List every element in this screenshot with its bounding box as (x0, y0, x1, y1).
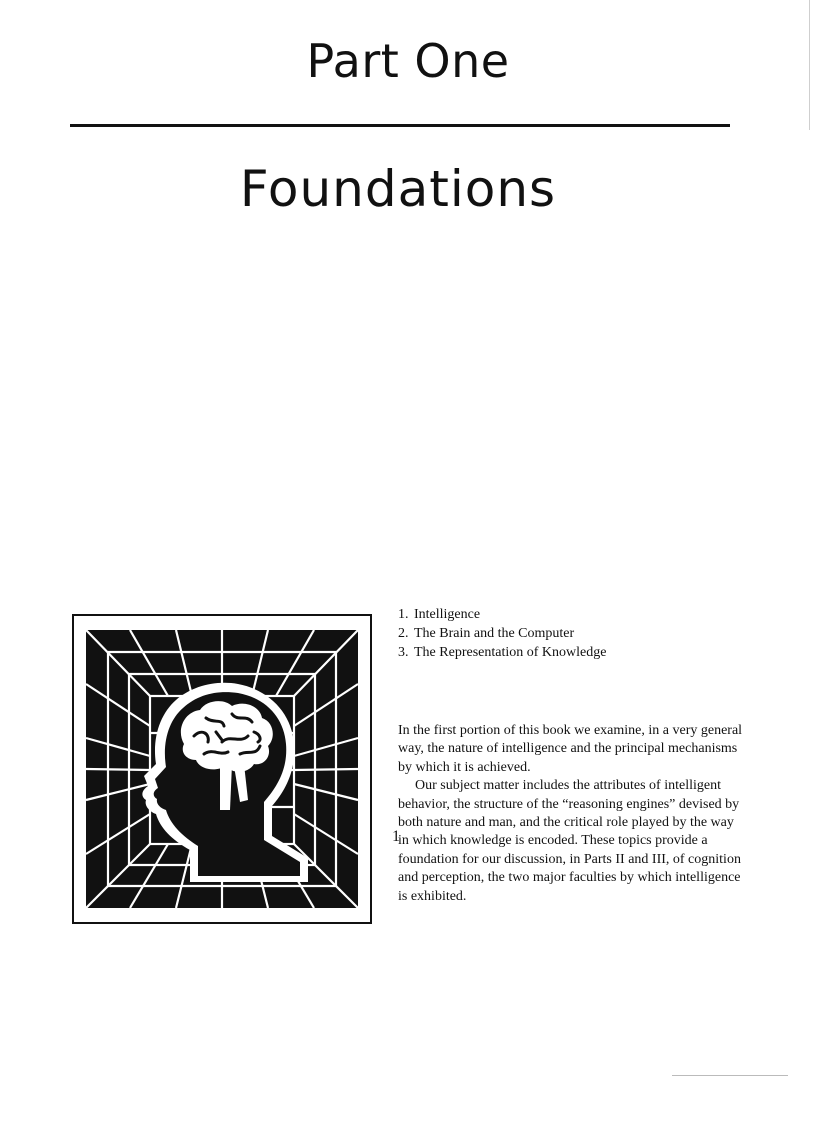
chapter-title: The Brain and the Computer (414, 626, 575, 641)
intro-paragraph: In the first portion of this book we examine, in a very general way, the nature of intelligence and the principal mechanisms by which it is achieved. (398, 723, 743, 775)
chapter-item (398, 605, 606, 624)
scan-corner-mark (672, 1075, 788, 1076)
part-introduction (398, 722, 748, 906)
part-label: Part One (306, 34, 510, 88)
chapter-number: 2. (398, 626, 409, 641)
chapter-title: Intelligence (414, 607, 481, 622)
part-title: Foundations (239, 160, 557, 218)
chapter-number: 1. (398, 607, 409, 622)
chapter-item (398, 624, 606, 643)
chapter-number: 3. (398, 645, 409, 660)
page-number: 1 (392, 828, 400, 845)
chapter-title: The Representation of Knowledge (414, 645, 607, 660)
chapter-item (398, 643, 606, 662)
title-rule (70, 124, 730, 127)
scan-edge-mark (809, 0, 810, 130)
intro-paragraph: Our subject matter includes the attributes of intelligent behavior, the structure of the “reasoning engines” devised by both nature and man, and the critical role played by the way in which knowledge is encoded. These topics provide a foundation for our discussion, in Parts II and III, of cognition and perception, the two major faculties by which intelligence is exhibited. (398, 778, 741, 904)
chapter-list (398, 605, 606, 662)
head-with-brain-illustration (72, 614, 372, 924)
